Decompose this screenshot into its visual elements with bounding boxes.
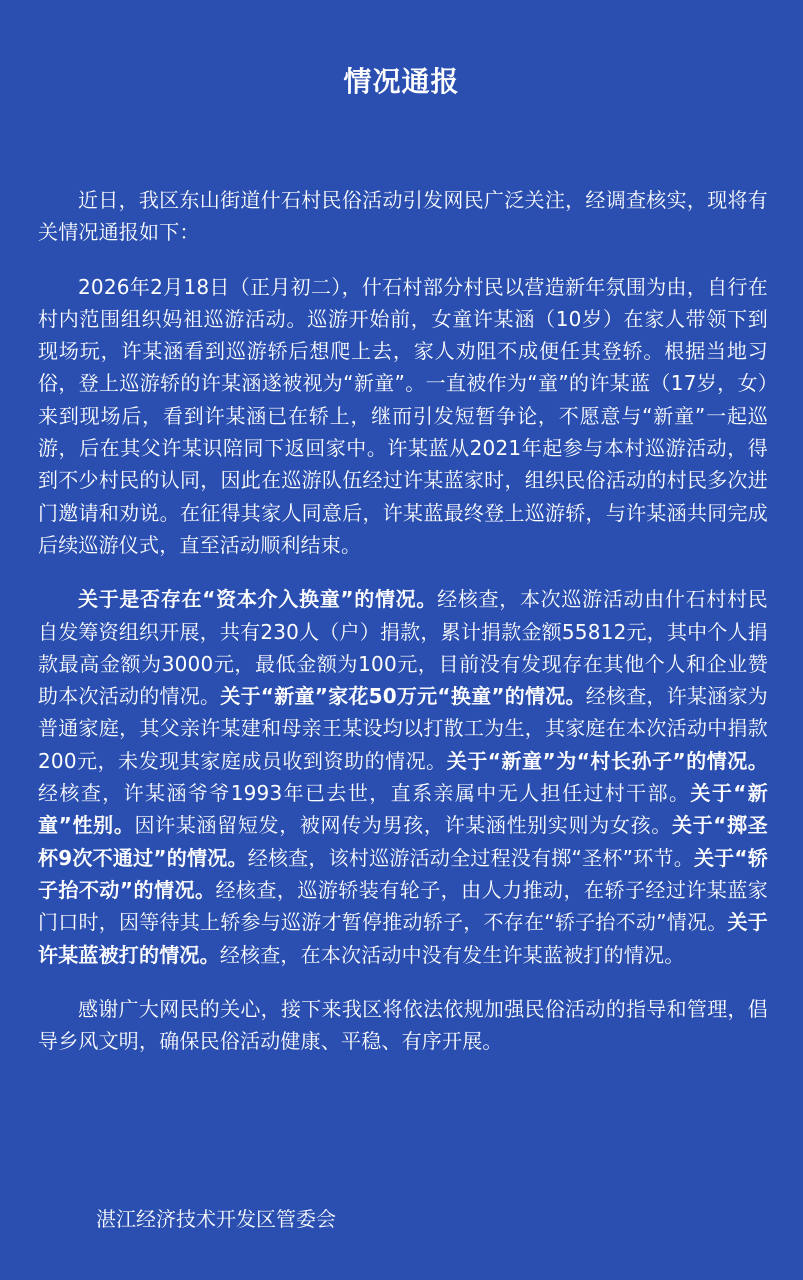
finding-heading-sedan: 关于“轿子抬不动”的情况。	[38, 845, 769, 902]
finding-text: 经核查，巡游轿装有轮子，由人力推动，在轿子经过许某蓝家门口时，因等待其上轿参与巡游才暂停推动轿子，不存在“轿子抬不动”情况。	[38, 877, 768, 935]
finding-heading-gender: 关于“新童”性别。	[38, 781, 768, 838]
paragraph-findings	[38, 583, 768, 971]
notice-title: 情况通报	[343, 65, 460, 98]
paragraph-event	[38, 271, 768, 562]
finding-text: 因许某涵留短发，被网传为男孩，许某涵性别实则为女孩。	[134, 813, 672, 838]
finding-text: 经核查，许某涵家为普通家庭，其父亲许某建和母亲王某设均以打散工为生，其家庭在本次活动中捐款200元，未发现其家庭成员收到资助的情况。	[38, 684, 768, 773]
finding-heading-capital: 关于是否存在“资本介入换童”的情况。	[78, 587, 438, 612]
finding-heading-500k: 关于“新童”家花50万元“换童”的情况。	[220, 684, 586, 709]
paragraph-text: 近日，我区东山街道什石村民俗活动引发网民广泛关注，经调查核实，现将有关情况通报如下：	[38, 188, 768, 245]
finding-text: 经核查，许某涵爷爷1993年已去世，直系亲属中无人担任过村干部。	[38, 781, 691, 806]
finding-text: 经核查，本次巡游活动由什石村村民自发筹资组织开展，共有230人（户）捐款，累计捐款金额55812元，其中个人捐款最高金额为3000元，最低金额为100元，目前没有发现存在其他个人和企业赞助本次活动的情况。	[38, 587, 769, 709]
finding-heading-beaten: 关于许某蓝被打的情况。	[38, 910, 768, 967]
notice-body	[38, 184, 768, 1079]
paragraph-intro	[38, 184, 768, 249]
finding-heading-grandson: 关于“新童”为“村长孙子”的情况。	[446, 748, 769, 773]
paragraph-text: 2026年2月18日（正月初二），什石村部分村民以营造新年氛围为由，自行在村内范围组织妈祖巡游活动。巡游开始前，女童许某涵（10岁）在家人带领下到现场玩，许某涵看到巡游轿后想爬上去，家人劝阻不成便任其登轿。根据当地习俗，登上巡游轿的许某涵遂被视为“新童”。一直被作为“童”的许某蓝（17岁，女）来到现场后，看到许某涵已在轿上，继而引发短暂争论，不愿意与“新童”一起巡游，后在其父许某识陪同下返回家中。许某蓝从2021年起参与本村巡游活动，得到不少村民的认同，因此在巡游队伍经过许某蓝家时，组织民俗活动的村民多次进门邀请和劝说。在征得其家人同意后，许某蓝最终登上巡游轿，与许某涵共同完成后续巡游仪式，直至活动顺利结束。	[38, 274, 768, 557]
issuer-signature: 湛江经济技术开发区管委会	[96, 1207, 336, 1231]
finding-text: 经核查，该村巡游活动全过程没有掷“圣杯”环节。	[247, 845, 694, 870]
finding-heading-holy-cup: 关于“掷圣杯9次不通过”的情况。	[38, 813, 768, 870]
paragraph-closing	[38, 993, 768, 1058]
paragraph-text: 感谢广大网民的关心，接下来我区将依法依规加强民俗活动的指导和管理，倡导乡风文明，确保民俗活动健康、平稳、有序开展。	[38, 996, 768, 1054]
finding-text: 经核查，在本次活动中没有发生许某蓝被打的情况。	[219, 942, 685, 967]
